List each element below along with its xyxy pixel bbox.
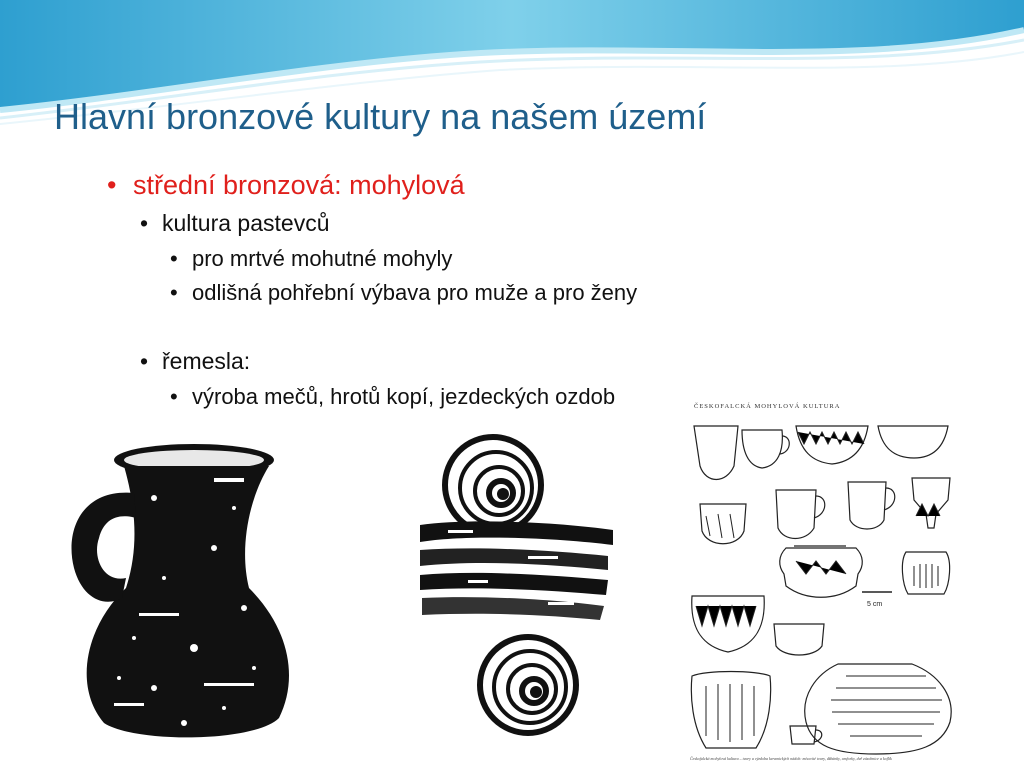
bullet-text-mohylova: střední bronzová: mohylová (133, 170, 465, 200)
bullet-symbol: • (140, 348, 149, 374)
slide-title: Hlavní bronzové kultury na našem území (54, 96, 707, 137)
bullet-symbol: • (170, 384, 178, 409)
bullet-level1 (107, 170, 465, 201)
bullet-level3 (170, 280, 637, 306)
bullet-text-vyroba: výroba mečů, hrotů kopí, jezdeckých ozdob (192, 384, 616, 409)
bullet-level2 (140, 348, 250, 375)
bullet-symbol: • (170, 280, 178, 305)
bullet-symbol: • (107, 170, 117, 200)
bullet-level3 (170, 384, 615, 410)
vessel-plate-image (686, 396, 964, 766)
plate-scale-label: 5 cm (867, 601, 883, 608)
bullet-level2 (140, 210, 329, 237)
plate-heading: ČESKOFALCKÁ MOHYLOVÁ KULTURA (694, 403, 841, 410)
jug-image (44, 438, 294, 748)
bullet-text-pastevci: kultura pastevců (162, 210, 330, 236)
spiral-ornament-image (408, 430, 620, 752)
bullet-text-mohyly: pro mrtvé mohutné mohyly (192, 246, 453, 271)
bullet-symbol: • (140, 210, 149, 236)
plate-caption: Českofalcká mohylová kultura – tvary a výzdoba keramických nádob: mísovité tvary, džbánky, amforky, dvě zásobnice a koflík (690, 756, 892, 761)
bullet-level3 (170, 246, 452, 272)
bullet-symbol: • (170, 246, 178, 271)
bullet-text-vybava: odlišná pohřební výbava pro muže a pro ženy (192, 280, 638, 305)
bullet-text-remesla: řemesla: (162, 348, 251, 374)
